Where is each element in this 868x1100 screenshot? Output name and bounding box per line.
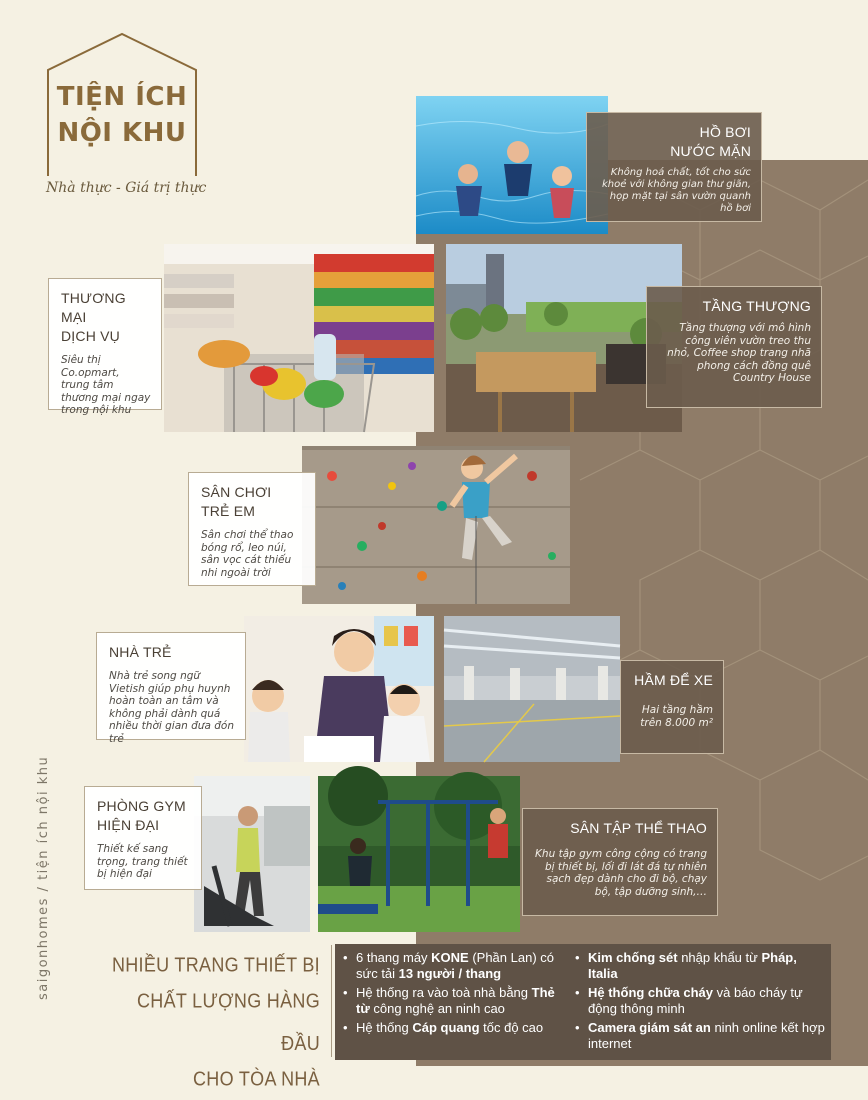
supermarket-photo	[164, 244, 434, 432]
side-vertical-text: saigonhomes / tiện ích nội khu	[36, 755, 51, 1000]
pool-title-line1: HỒ BƠI	[699, 124, 751, 140]
playground-card	[188, 472, 316, 586]
commerce-title-line2: DỊCH VỤ	[61, 328, 120, 344]
logo-title-line1: TIỆN ÍCH	[56, 82, 188, 112]
nursery-photo	[244, 616, 434, 762]
nursery-desc: Nhà trẻ song ngữ Vietish giúp phụ huynh hoàn toàn an tâm và không phải dành quá nhiều thời gian đưa đón trẻ	[109, 670, 234, 745]
logo-tagline: Nhà thực - Giá trị thực	[46, 180, 207, 196]
logo-title-line2: NỘI KHU	[57, 118, 187, 148]
climbing-wall-photo	[302, 446, 570, 604]
equipment-heading	[100, 946, 320, 1098]
feature-item: • Hệ thống Cáp quang tốc độ cao	[343, 1020, 565, 1036]
gym-card	[84, 786, 202, 890]
rooftop-card	[646, 286, 822, 408]
rooftop-desc: Tầng thượng với mô hình công viên vườn treo thu nhỏ, Coffee shop trang nhã phong cách đồng quê Country House	[667, 322, 811, 384]
pool-photo	[416, 96, 608, 234]
feature-item: • Hệ thống ra vào toà nhà bằng Thẻ từ công nghệ an ninh cao	[343, 985, 565, 1017]
sports-desc: Khu tập gym công cộng có trang bị thiết bị, lối đi lát đá tự nhiên sạch đẹp dành cho đi bộ, chạy bộ, tập dưỡng sinh,…	[535, 848, 707, 898]
parking-photo	[444, 616, 620, 762]
pool-desc: Không hoá chất, tốt cho sức khoẻ với không gian thư giãn, họp mặt tại sân vườn quanh hồ bơi	[602, 167, 751, 214]
equipment-heading-line1: NHIỀU TRANG THIẾT BỊ	[111, 953, 320, 977]
parking-title: HẦM ĐỂ XE	[634, 672, 713, 688]
playground-title-line2: TRẺ EM	[201, 503, 256, 519]
gym-title-line2: HIỆN ĐẠI	[97, 817, 160, 833]
nursery-card	[96, 632, 246, 745]
equipment-features-box	[335, 944, 831, 1060]
features-column-1	[343, 950, 565, 1039]
pool-title-line2: NƯỚC MẶN	[670, 143, 751, 159]
nursery-title: NHÀ TRẺ	[109, 644, 172, 660]
divider	[331, 945, 332, 1057]
feature-item: • 6 thang máy KONE (Phần Lan) có sức tải 13 người / thang	[343, 950, 565, 982]
feature-item: • Camera giám sát an ninh online kết hợp internet	[575, 1020, 825, 1052]
parking-card	[620, 660, 724, 754]
outdoor-gym-photo	[318, 776, 520, 932]
commerce-title-line1: THƯƠNG MẠI	[61, 290, 126, 325]
parking-desc: Hai tầng hầm trên 8.000 m²	[640, 704, 713, 729]
commerce-card	[48, 278, 162, 416]
gym-photo	[194, 776, 310, 932]
commerce-desc: Siêu thị Co.opmart, trung tâm thương mại ngay trong nội khu	[61, 354, 151, 416]
equipment-heading-line3: CHO TÒA NHÀ	[193, 1067, 320, 1091]
playground-title-line1: SÂN CHƠI	[201, 484, 272, 500]
pool-card	[586, 112, 762, 222]
gym-desc: Thiết kế sang trọng, trang thiết bị hiện đại	[97, 843, 188, 880]
gym-title-line1: PHÒNG GYM	[97, 798, 186, 814]
feature-item: • Hệ thống chữa cháy và báo cháy tự động thông minh	[575, 985, 825, 1017]
sports-card	[522, 808, 718, 916]
rooftop-title: TẦNG THƯỢNG	[702, 298, 811, 314]
sports-title: SÂN TẬP THỂ THAO	[570, 820, 707, 836]
features-column-2	[575, 950, 825, 1055]
playground-desc: Sân chơi thể thao bóng rổ, leo núi, sân vọc cát thiếu nhi ngoài trời	[201, 529, 294, 579]
equipment-heading-line2: CHẤT LƯỢNG HÀNG ĐẦU	[137, 989, 320, 1055]
feature-item: • Kim chống sét nhập khẩu từ Pháp, Italia	[575, 950, 825, 982]
